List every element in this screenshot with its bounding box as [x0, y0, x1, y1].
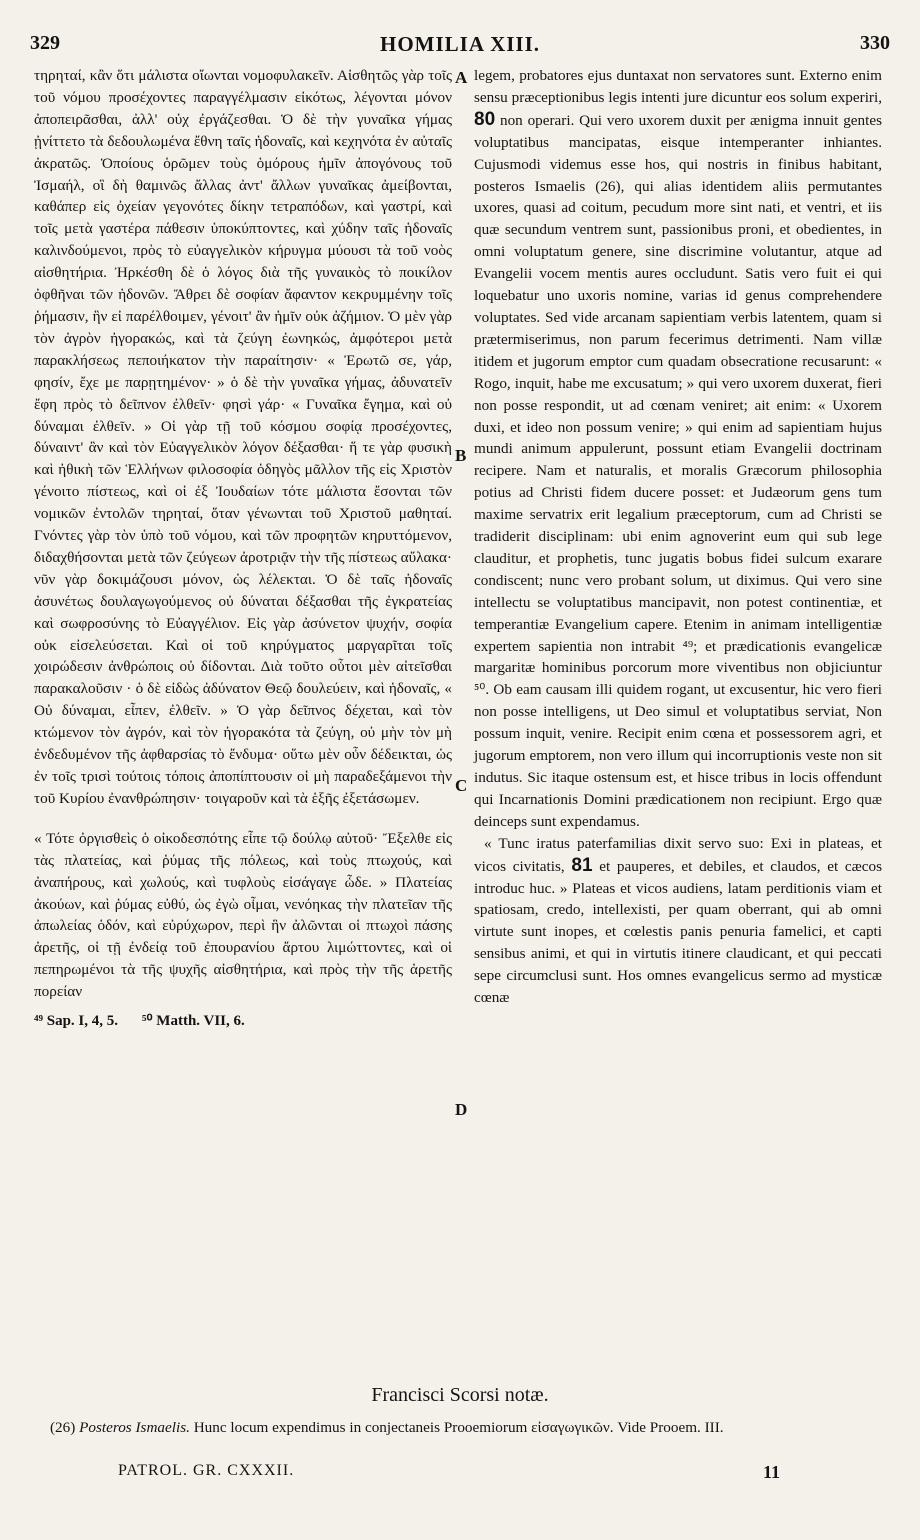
running-head	[30, 32, 890, 62]
footer-sheet-number: 11	[762, 1462, 780, 1482]
note-26	[34, 1418, 884, 1437]
note-number: (26)	[50, 1419, 76, 1436]
latin-paragraph-2-rest: et pauperes, et debiles, et claudos, et cæcos introduc huc. » Plateas et vicos audiens, latam perditionis viam et spatiosam, credo, intellexisti, per quam oberrant, qui ab omni virtute sunt inopes, et cœlestis panis penuria famelici, et capti sensibus animi, et qui in virtutis itinere claudicant, et qui peccati sepe circumclusi sunt. Hos omnes evangelicus sermo ad mysticæ cœnæ	[474, 857, 883, 1007]
latin-paragraph-1	[474, 65, 882, 833]
footer-series: PATROL. GR. CXXXII.	[118, 1462, 295, 1479]
margin-letter-d: D	[455, 1100, 468, 1119]
latin-column	[474, 65, 882, 1009]
margin-letter-c: C	[455, 776, 468, 795]
greek-footnotes	[34, 1011, 452, 1033]
footnote-50: ⁵⁰ Matth. VII, 6.	[142, 1013, 245, 1030]
page-number-left: 329	[30, 32, 60, 54]
column-number-80: 80	[474, 108, 496, 130]
latin-paragraph-2	[474, 833, 882, 1009]
greek-paragraph-1: τηρηταί, κἂν ὅτι μάλιστα οἴωνται νομοφυλακεῖν. Αἰσθητῶς γὰρ τοῖς τοῦ νόμου προσέχοντες παραγγέλμασιν εἰκότως, λέγονται μόνον ἀποπειρᾶσθαι, ἀλλ' οὐχ ἐργάζεσθαι. Ὁ δὲ τὴν γυναῖκα γήμας ᾐνίττετο τὰ δεδουλωμένα ἔθνη ταῖς ἡδοναῖς, καὶ κεχηνότα ἐν αὐταῖς ἀκρατῶς. Ὁποίους ὁρῶμεν τοὺς ὁμόρους ἡμῖν ἀπογόνους τοῦ Ἰσμαήλ, οἳ δὴ θαμινῶς ἄλλας ἀντ' ἄλλων γυναῖκας ἀμείβονται, καθάπερ εἰς ὀχείαν γεγονότες δίκην τετραπόδων, καὶ γαστρί, καὶ τοῖς μετὰ γαστέρα πάθεσιν ὑποκύπτοντες, καὶ χύδην ταῖς ἡδοναῖς καλινδούμενοι, πρὸς τὸ εὐαγγελικὸν κήρυγμα μύουσι τὰ τοῦ νοὸς αἰσθητήρια. Ἠρκέσθη δὲ ὁ λόγος διὰ τῆς γυναικὸς τὸ ποικίλον ὀφθῆναι τῶν ἡδονῶν. Ἄθρει δὲ σοφίαν ἄφαντον κεκρυμμένην τοῖς ῥήμασιν, ἣν εἰ παρέλθοιμεν, γένοιτ' ἂν ἡμῖν οὐκ ἀζήμιον. Ὁ μὲν γὰρ τὸν ἀγρὸν ἠγορακώς, καὶ τὰ ζεύγη ἐωνηκώς, ἀμφότεροι μετὰ παρακλήσεως πεποιήκατον τὴν παραίτησιν· « Ἐρωτῶ σε, γάρ, φησίν, ἔχε με παρῃτημένον· » ὁ δὲ τὴν γυναῖκα γήμας, ἀδυνατεῖν ἔφη πρὸς τὸ δεῖπνον ἐλθεῖν· φησὶ γάρ· « Γυναῖκα ἔγημα, καὶ οὐ δύναμαι ἐλθεῖν. » Οἱ γὰρ τῇ τοῦ κόσμου σοφίᾳ προσέχοντες, δύναιντ' ἂν καὶ τὸν Εὐαγγελικὸν λόγον δέξασθαι· ἥ τε γὰρ φυσικὴ καὶ ἠθικὴ τῶν Ἑλλήνων φιλοσοφία ὁδηγὸς μᾶλλον τῆς εἰς Χριστὸν γένοιτο πίστεως, καὶ οἱ ἐξ Ἰουδαίων τότε μάλιστα ἔσονται τῶν νομικῶν ἐντολῶν τηρηταί, ὅταν γένωνται τοῦ Χριστοῦ μαθηταί. Γνόντες γὰρ τὸν ὑπὸ τοῦ νόμου, καὶ τῶν προφητῶν κηρυττόμενον, διδαχθήσονται μετὰ τῶν ζεύγεων ἀροτριᾷν τὴν τῆς πίστεως αὔλακα· νῦν γὰρ δοκιμάζουσι μόνον, ὡς λέλεκται. Ὁ δὲ ταῖς ἡδοναῖς ἀσυνέτως δουλαγωγούμενος οὐ δύναται δέξασθαι τῆς ἐγκρατείας καὶ σωφροσύνης τὸ Εὐαγγέλιον. Εἰς γὰρ ἀσύνετον ψυχήν, σοφία οὐκ εἰσελεύσεται. Καὶ οἱ τοῦ κηρύγματος μαργαρῖται τοῖς χοιρώδεσιν ἀνθρώποις οὐ δίδονται. Διὰ τοῦτο οὗτοι μὲν αἰτεῖσθαι παρακαλοῦσιν · ὁ δὲ εἰδὼς ἀδύνατον Θεῷ δουλεύειν, καὶ ἡδοναῖς, « Οὐ δύναμαι, εἶπεν, ἐλθεῖν. » Ὁ γὰρ δεῖπνος δέχεται, καὶ τὸν κτώμενον τὸν ἀγρόν, καὶ τὸν ἠγορακότα τὰ ζεύγη, οὐ μὴν τὸν μὴ ἐνδεδυμένον τῆς ἀφθαρσίας τὸ ἔνδυμα· οὕτω μὲν οὖν δέδεικται, ὡς ἐν τοῖς τρισὶ τούτοις τόποις ἀποπίπτουσιν οἱ μὴ παραδεξάμενοι τὴν τοῦ Κυρίου ἐνανθρώπησιν· τοιγαροῦν καὶ τὰ ἑξῆς ἐξετάσωμεν.	[34, 67, 452, 807]
note-lemma: Posteros Ismaelis.	[79, 1419, 190, 1436]
latin-paragraph-1-rest: non operari. Qui vero uxorem duxit per ænigma innuit gentes voluptatibus mancipatas, eisque intemperanter inhiantes. Cujusmodi videmus esse hos, qui nostris in finibus habitant, posteros Ismaelis (26), qui alias identidem aliis permutantes uxores, quasi ad coitum, pecudum more sint nati, et ventri, et iis quæ secundum ventrem sunt, passionibus proni, et obedientes, in omni voluptatum genere, sine discrimine volutantur, atque ad Evangelii vocem mentis aures occludunt. Satis vero fuit ei qui loquebatur uno uxoris nomine, varias id genus comprehendere voluptates. Sed vide arcanam sapientiam verbis latentem, quam si prætermiserimus, non parum fecerimus detrimenti. Nam villæ itidem et jugorum emptor cum quadam obsecratione recusarunt: « Rogo, inquit, habe me excusatum; » qui vero uxorem duxerat, fieri non posse respondit, ut ad cœnam veniret; ait enim: « Uxorem duxi, et ideo non possum venire; » qui enim ad sapientiam hujus mundi animum appulerunt, possunt etiam Evangelii doctrinam recipere. Nam et naturalis, et moralis Græcorum philosophia potius ad Christi fidem ducere posset: et Judæorum gens tum maxime servatrix erit legalium præceptorum, cum ad Christi se tradiderit disciplinam: ubi enim agnoverint eum qui sub lege clauditur, et prophetis, tunc jugatis bobus fidei sulcum exarare condiscent; nunc vero probant solum, ut diximus. Qui vero sine intellectu se voluptatibus mancipavit, non potest continentiæ, et temperantiæ Evangelium capere. Etenim in animam intelligentiæ expertem sapientia non intrabit ⁴⁹; et prædicationis evangelicæ margaritæ hominibus porcorum more viventibus non objiciuntur ⁵⁰. Ob eam causam illi quidem rogant, ut excusentur, hic vero fieri non posse intelligens, ut Deo simul et voluptatibus serviat, Non possum inquit, venire. Recipit enim cœna et possessorem agri, et jugorum emptorem, non vero illum qui incorruptionis veste non sit indutus. Sic itaque ostensum est, et hisce tribus in locis offendunt qui Incarnationis Domini prædicationem non recipiunt. Ergo quæ deinceps sunt expendamus.	[474, 111, 883, 830]
margin-letter-b: B	[455, 446, 467, 465]
page-title: HOMILIA XIII.	[379, 32, 541, 56]
note-body: Hunc locum expendimus in conjectaneis Prooemiorum εἰσαγωγικῶν. Vide Prooem. III.	[193, 1419, 724, 1436]
column-number-81: 81	[571, 854, 593, 876]
greek-column	[34, 65, 452, 1033]
page-number-right: 330	[860, 32, 890, 54]
footnote-49: ⁴⁹ Sap. I, 4, 5.	[34, 1013, 119, 1030]
latin-paragraph-2-start: « Tunc iratus paterfamilias dixit servo suo: Exi in plateas, et vicos civitatis,	[474, 834, 882, 875]
margin-letter-a: A	[455, 68, 468, 87]
latin-paragraph-1-start: legem, probatores ejus duntaxat non servatores sunt. Externo enim sensu præceptionibus legis intenti jure dicuntur eos solum experiri,	[474, 67, 882, 106]
greek-paragraph-2: « Τότε ὀργισθεὶς ὁ οἰκοδεσπότης εἶπε τῷ δούλῳ αὐτοῦ· Ἔξελθε εἰς τὰς πλατείας, καὶ ῥύμας τῆς πόλεως, καὶ τοὺς πτωχούς, καὶ ἀναπήρους, καὶ χωλούς, καὶ τυφλοὺς εἰσάγαγε ὧδε. » Πλατείας ἀκούων, καὶ ῥύμας εὐθύ, ὡς ἐγὼ οἶμαι, νενόηκας τὴν πλατεῖαν τῆς ἀπωλείας ὁδόν, καὶ εὐρύχωρον, περὶ ἣν ἀλῶνται οἱ πτωχοὶ πάσης ἀρετῆς, οἱ τῇ ἐνδείᾳ τοῦ ἐπουρανίου ἄρτου λιμώττοντες, καὶ οἱ πεπηρωμένοι τὰ τῆς ψυχῆς αἰσθητήρια, καὶ πρὸς τὴν τῆς ἀρετῆς πορείαν	[34, 829, 452, 1001]
notes-title: Francisci Scorsi notæ.	[371, 1384, 549, 1406]
